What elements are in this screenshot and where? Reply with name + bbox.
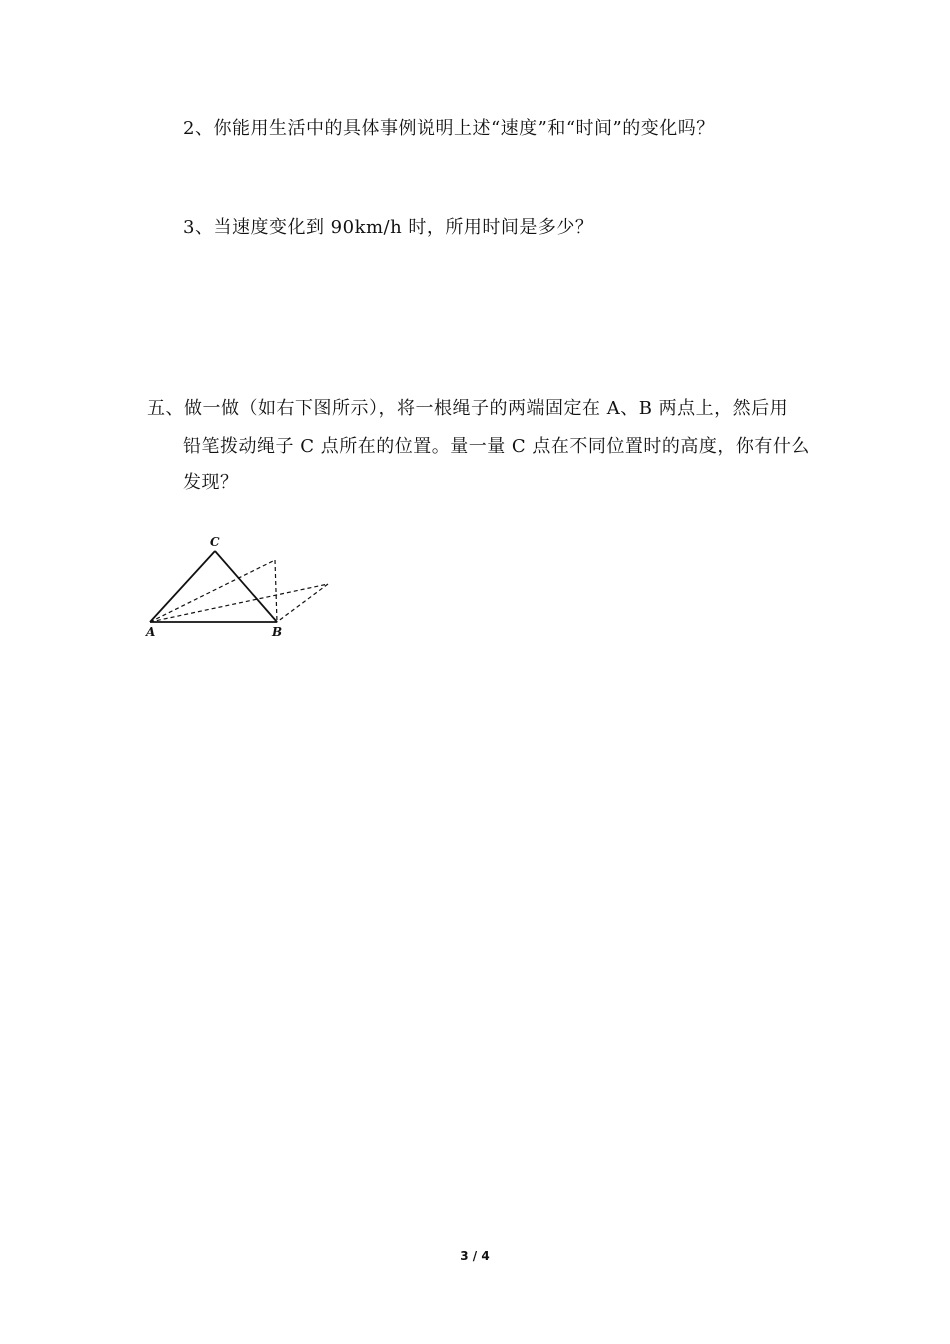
question-3: 3、当速度变化到 90km/h 时，所用时间是多少？ <box>183 217 594 238</box>
question-2: 2、你能用生活中的具体事例说明上述“速度”和“时间”的变化吗？ <box>183 118 715 139</box>
section-5-line-3: 发现？ <box>183 472 239 493</box>
section-5-line-2: 铅笔拨动绳子 C 点所在的位置。量一量 C 点在不同位置时的高度，你有什么 <box>183 436 810 457</box>
triangle-diagram <box>140 530 340 642</box>
label-b: B <box>272 625 283 639</box>
dashed-segment-a-c2 <box>150 560 275 622</box>
label-c: C <box>210 535 220 549</box>
page-number: 3 / 4 <box>460 1249 490 1263</box>
dashed-segment-a-c3 <box>150 584 328 622</box>
section-5-line-1: 五、做一做（如右下图所示），将一根绳子的两端固定在 A、B 两点上，然后用 <box>147 398 789 419</box>
triangle-figure <box>140 530 340 642</box>
segment-ac <box>150 551 215 622</box>
segment-cb <box>215 551 277 622</box>
label-a: A <box>146 625 156 639</box>
dashed-segment-c2-b <box>275 560 277 622</box>
